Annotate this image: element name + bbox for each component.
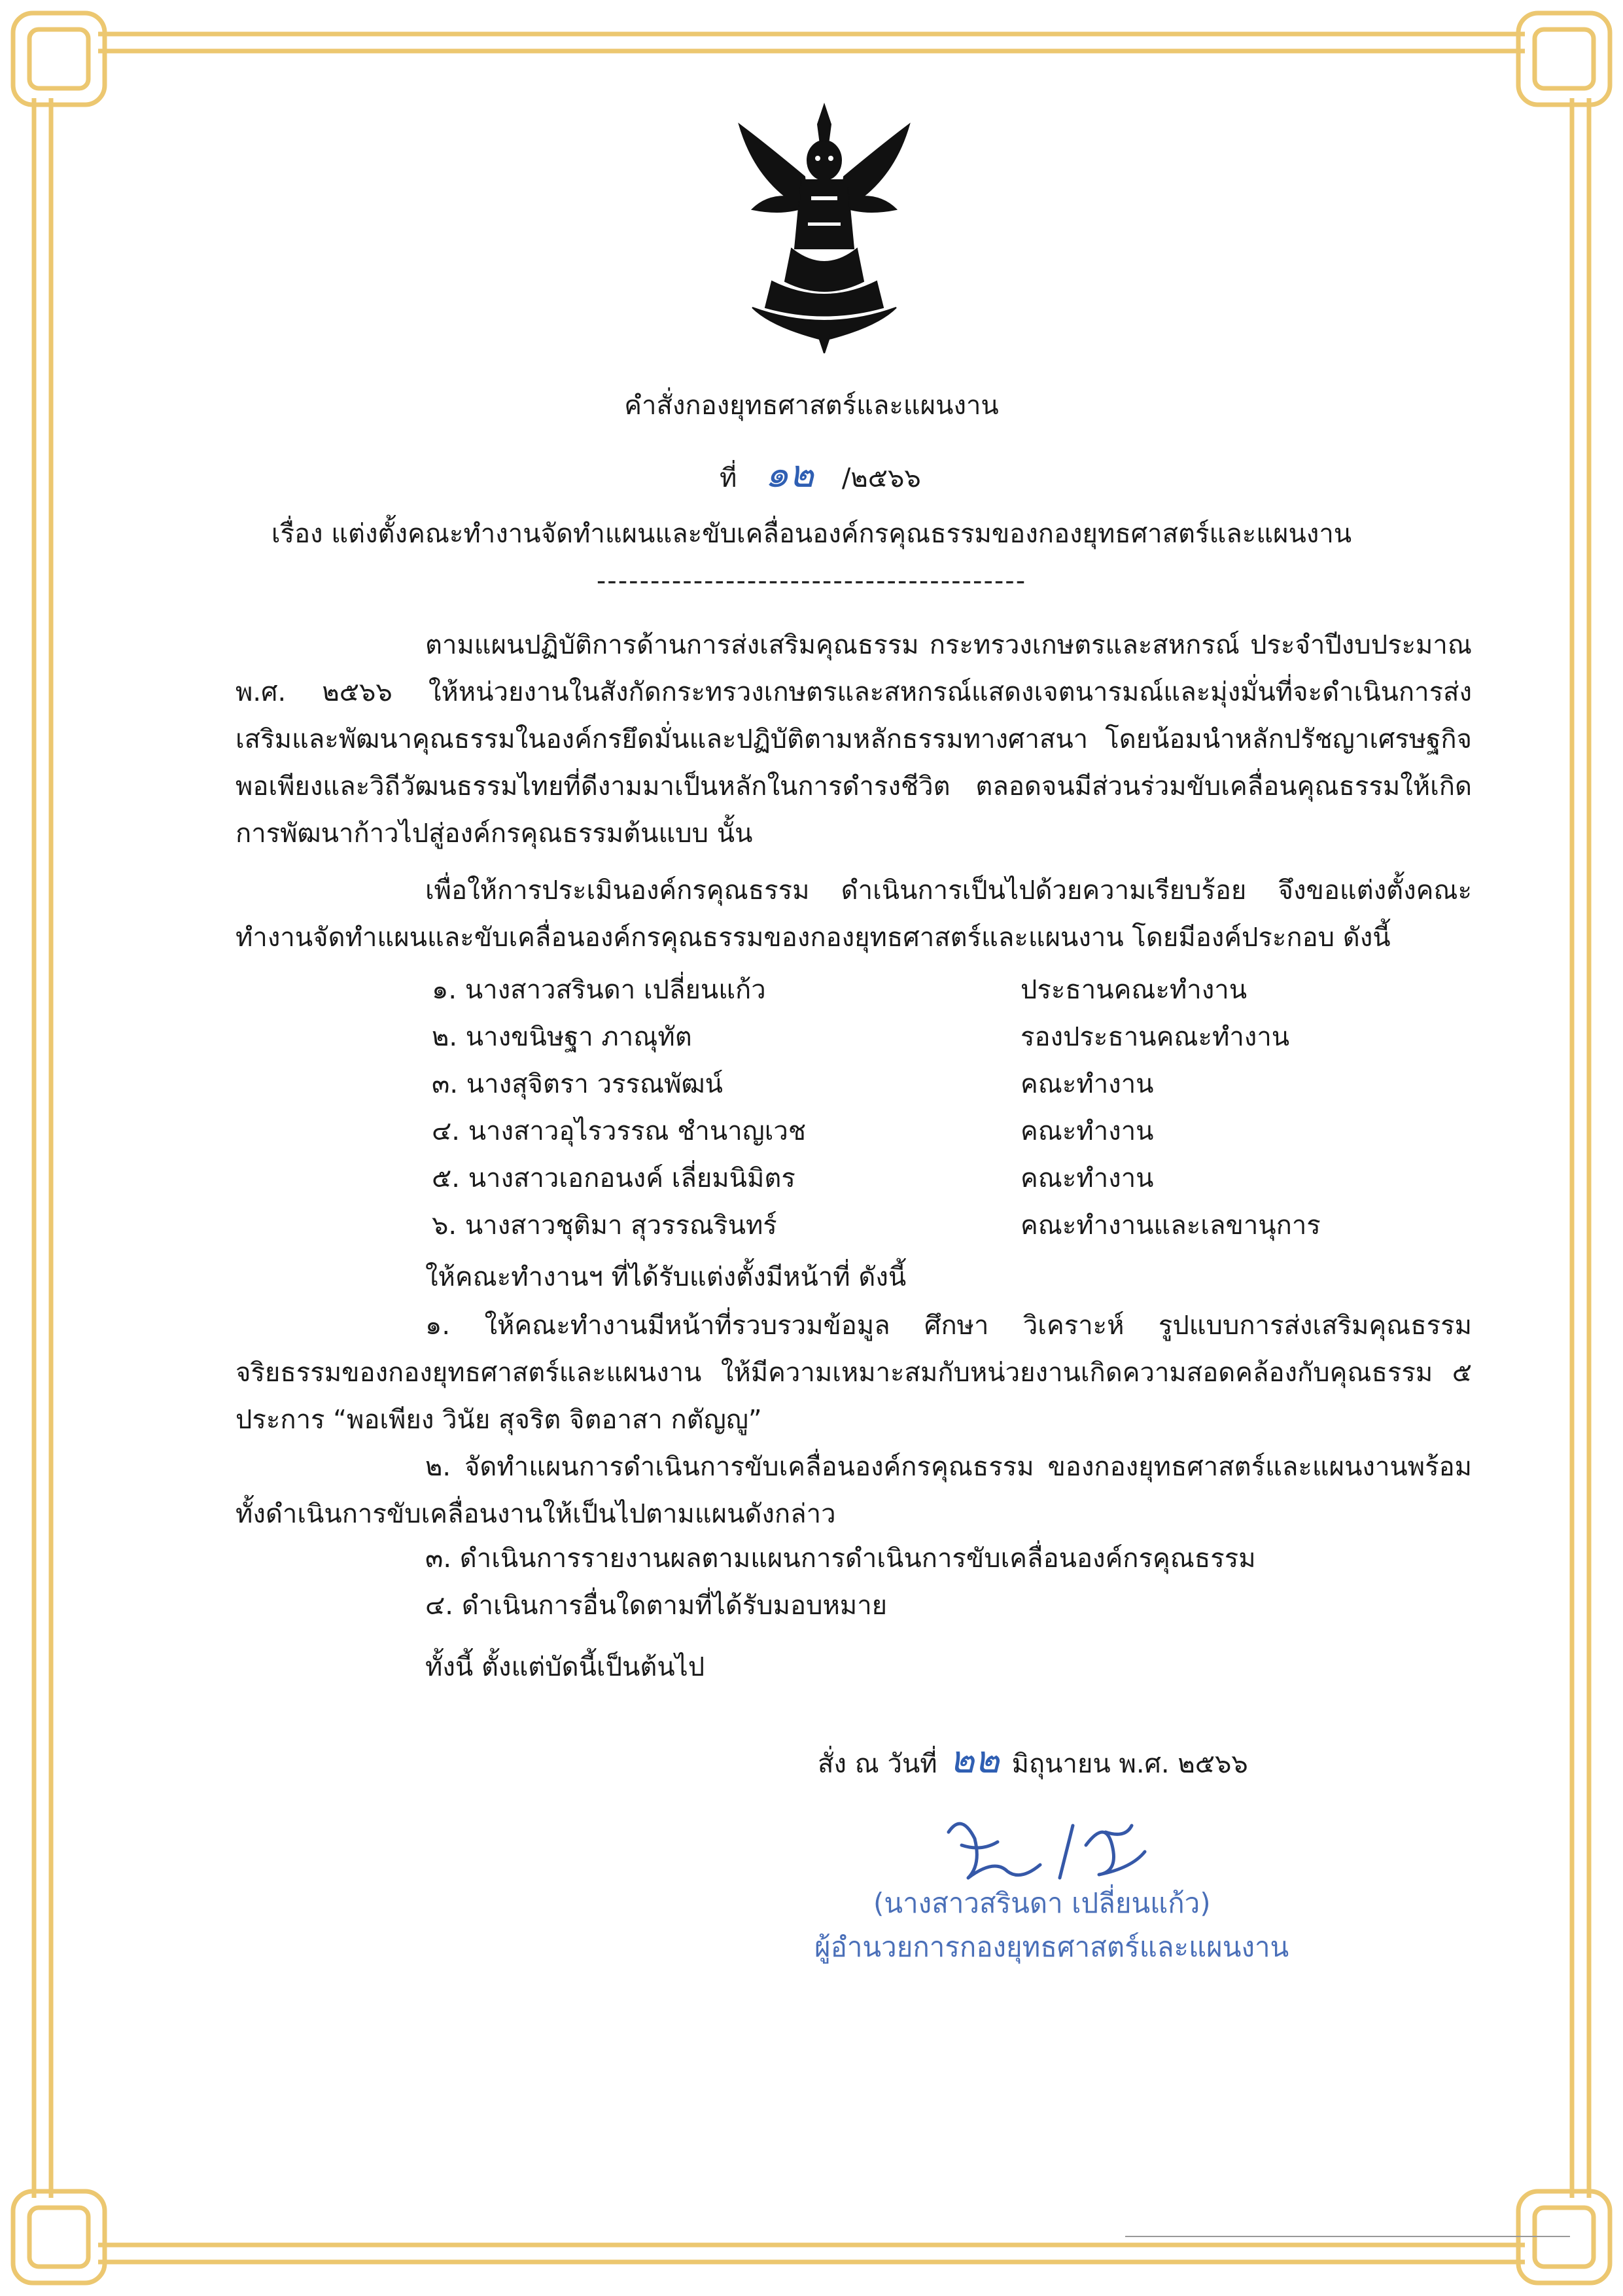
order-number-prefix: ที่ [720, 463, 737, 493]
member-role: คณะทำงานและเลขานุการ [1021, 1210, 1321, 1241]
order-date-suffix: มิถุนายน พ.ศ. ๒๕๖๖ [1011, 1749, 1248, 1779]
subject-line: เรื่อง แต่งตั้งคณะทำงานจัดทำแผนและขับเคลื่อนองค์กรคุณธรรมของกองยุทธศาสตร์และแผนงาน [271, 519, 1352, 549]
member-role: รองประธานคณะทำงาน [1021, 1022, 1290, 1052]
duty-2 [236, 1443, 1472, 1538]
paragraph-intro-text: ตามแผนปฏิบัติการด้านการส่งเสริมคุณธรรม กระทรวงเกษตรและสหกรณ์ ประจำปีงบประมาณ พ.ศ. ๒๕๖๖ ให้หน่วยงานในสังกัดกระทรวงเกษตรและสหกรณ์แสดงเจตนารมณ์และมุ่งมั่นที่จะดำเนินการส่งเสริมและพัฒนาคุณธรรมในองค์กรยึดมั่นและปฏิบัติตามหลักธรรมทางศาสนา โดยน้อมนำหลักปรัชญาเศรษฐกิจพอเพียงและวิถีวัฒนธรรมไทยที่ดีงามมาเป็นหลักในการดำรงชีวิต ตลอดจนมีส่วนร่วมขับเคลื่อนคุณธรรมให้เกิดการพัฒนาก้าวไปสู่องค์กรคุณธรรมต้นแบบ นั้น [236, 630, 1472, 849]
member-role: คณะทำงาน [1021, 1116, 1154, 1146]
member-role: ประธานคณะทำงาน [1021, 975, 1248, 1005]
effective-statement: ทั้งนี้ ตั้งแต่บัดนี้เป็นต้นไป [425, 1652, 705, 1682]
garuda-emblem-icon [726, 98, 922, 353]
member-name: ๑. นางสาวสรินดา เปลี่ยนแก้ว [432, 975, 766, 1005]
order-date [818, 1737, 1248, 1782]
member-role: คณะทำงาน [1021, 1069, 1154, 1099]
order-number-year: /๒๕๖๖ [841, 463, 921, 493]
order-number-handwritten: ๑๒ [765, 451, 814, 496]
subject-divider: ---------------------------------------- [596, 566, 1027, 596]
paragraph-intro [236, 622, 1472, 857]
paragraph-purpose-text: เพื่อให้การประเมินองค์กรคุณธรรม ดำเนินการเป็นไปด้วยความเรียบร้อย จึงขอแต่งตั้งคณะทำงานจัดทำแผนและขับเคลื่อนองค์กรคุณธรรมของกองยุทธศาสตร์และแผนงาน โดยมีองค์ประกอบ ดังนี้ [236, 875, 1472, 953]
order-date-prefix: สั่ง ณ วันที่ [818, 1749, 937, 1779]
duty-2-text: ๒. จัดทำแผนการดำเนินการขับเคลื่อนองค์กรคุณธรรม ของกองยุทธศาสตร์และแผนงานพร้อมทั้งดำเนินการขับเคลื่อนงานให้เป็นไปตามแผนดังกล่าว [236, 1452, 1472, 1529]
member-name: ๖. นางสาวชุติมา สุวรรณรินทร์ [432, 1210, 777, 1241]
duty-4: ๔. ดำเนินการอื่นใดตามที่ได้รับมอบหมาย [425, 1591, 888, 1621]
duty-3: ๓. ดำเนินการรายงานผลตามแผนการดำเนินการขับเคลื่อนองค์กรคุณธรรม [425, 1544, 1256, 1574]
member-role: คณะทำงาน [1021, 1163, 1154, 1193]
duty-1 [236, 1302, 1472, 1443]
paragraph-purpose [236, 867, 1472, 961]
duty-1-text: ๑. ให้คณะทำงานมีหน้าที่รวบรวมข้อมูล ศึกษา วิเคราะห์ รูปแบบการส่งเสริมคุณธรรมจริยธรรมของกองยุทธศาสตร์และแผนงาน ให้มีความเหมาะสมกับหน่วยงานเกิดความสอดคล้องกับคุณธรรม ๕ ประการ “พอเพียง วินัย สุจริต จิตอาสา กตัญญู” [236, 1311, 1472, 1435]
order-date-day-handwritten: ๒๒ [949, 1737, 1000, 1782]
signer-title: ผู้อำนวยการกองยุทธศาสตร์และแผนงาน [814, 1931, 1289, 1963]
order-number [720, 451, 921, 496]
member-name: ๔. นางสาวอุไรวรรณ ชำนาญเวช [432, 1116, 807, 1146]
signer-name: (นางสาวสรินดา เปลี่ยนแก้ว) [873, 1887, 1211, 1919]
member-name: ๕. นางสาวเอกอนงค์ เลี่ยมนิมิตร [432, 1163, 795, 1193]
handwritten-signature [935, 1806, 1158, 1891]
duties-intro: ให้คณะทำงานฯ ที่ได้รับแต่งตั้งมีหน้าที่ ดังนี้ [425, 1262, 907, 1292]
document-title: คำสั่งกองยุทธศาสตร์และแผนงาน [624, 391, 999, 421]
member-name: ๒. นางขนิษฐา ภาณุทัต [432, 1022, 692, 1052]
member-name: ๓. นางสุจิตรา วรรณพัฒน์ [432, 1069, 723, 1099]
